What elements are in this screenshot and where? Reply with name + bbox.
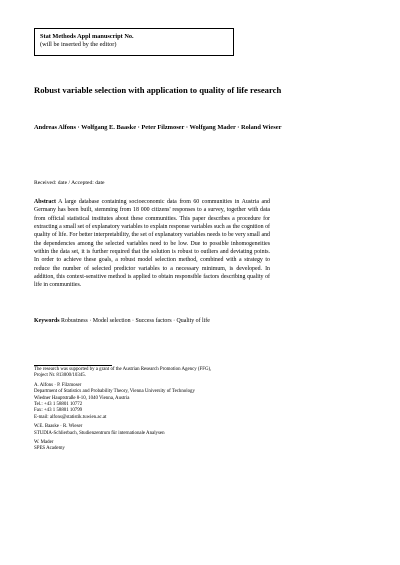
affiliation-fax: Fax: +43 1 58801 10799 <box>34 408 83 414</box>
grant-project-line: Project Nr. 813000/10345. <box>34 373 86 379</box>
affiliation-organization: STUDIA-Schlierbach, Studienzentrum für internationale Analysen <box>34 430 165 436</box>
abstract-label: Abstract <box>34 199 56 205</box>
keywords-label: Keywords <box>34 318 60 324</box>
journal-info-box <box>34 28 234 56</box>
footnote-divider <box>34 365 112 366</box>
author-list: Andreas Alfons · Wolfgang E. Baaske · Peter Filzmoser · Wolfgang Mader · Roland Wieser <box>34 124 282 131</box>
grant-footnote <box>34 367 334 380</box>
received-accepted-line: Received: date / Accepted: date <box>34 180 105 186</box>
keywords-text: Robustness · Model selection · Success factors · Quality of life <box>61 318 210 324</box>
paper-title: Robust variable selection with application to quality of life research <box>34 85 282 95</box>
affiliation-block <box>34 383 334 421</box>
affiliation-address: Wiedner Hauptstraße 8-10, 1040 Vienna, Austria <box>34 395 130 401</box>
keywords-section <box>34 317 334 325</box>
affiliation-block <box>34 440 334 453</box>
grant-line: The research was supported by a grant of the Austrian Research Promotion Agency (FFG), <box>34 367 212 372</box>
abstract-text: A large database containing socioeconomic data from 60 communities in Austria and Germany has been built, stemming from 18 000 citizens' responses to a survey, together with data from official statistical institutes about these communities. This paper describes a procedure for extracting a small set of explanatory variables to explain response variables such as the cognition of quality of life. For better interpretability, the set of explanatory variables needs to be very small and the dependencies among the selected variables need to be low. Due to possible inhomogeneities within the data set, it is further required that the solution is robust to outliers and deviating points. In order to achieve these goals, a robust model selection method, combined with a strategy to reduce the number of selected predictor variables to a necessary minimum, is developed. In addition, this context-sensitive method is applied to obtain responsible factors describing quality of life in communities. <box>34 199 270 289</box>
affiliation-names: A. Alfons · P. Filzmoser <box>34 382 82 388</box>
abstract-section <box>34 198 270 290</box>
journal-manuscript-line: Stat Methods Appl manuscript No. <box>40 33 134 40</box>
affiliation-block <box>34 424 334 437</box>
footnotes <box>34 367 334 456</box>
affiliation-department: Department of Statistics and Probability Theory, Vienna University of Technology <box>34 389 195 395</box>
affiliation-tel: Tel.: +43 1 58801 10772 <box>34 402 83 408</box>
affiliation-names: W.E. Baaske · R. Wieser <box>34 424 83 430</box>
affiliation-email: E-mail: alfons@statistik.tuwien.ac.at <box>34 414 107 420</box>
journal-editor-note: (will be inserted by the editor) <box>40 41 117 49</box>
affiliation-organization: SPES Academy <box>34 446 65 452</box>
affiliation-names: W. Mader <box>34 440 54 446</box>
